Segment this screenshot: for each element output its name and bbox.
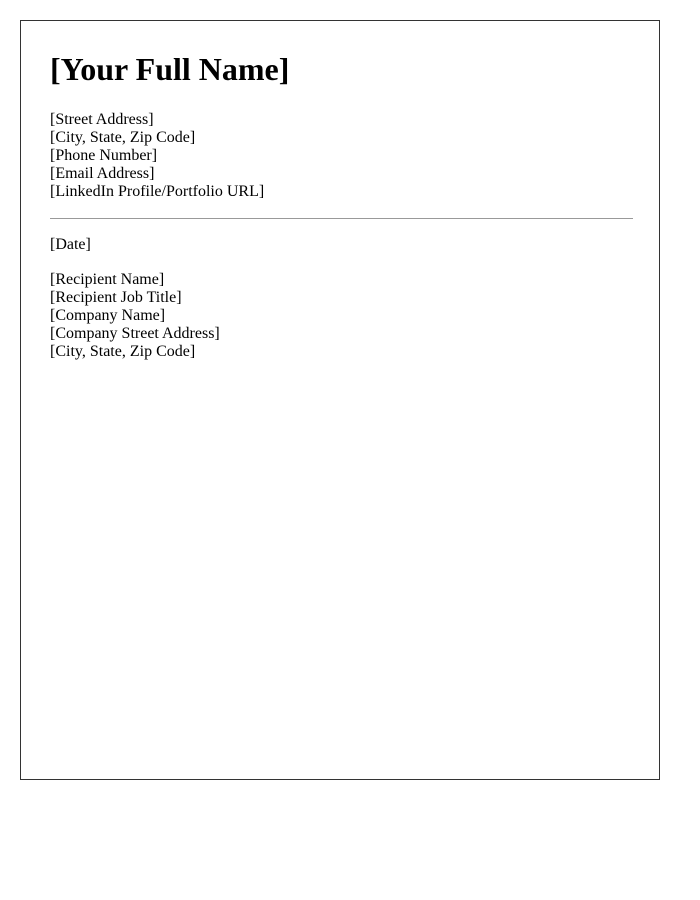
sender-city-state-zip: [City, State, Zip Code] (50, 129, 196, 146)
recipient-city-state-zip: [City, State, Zip Code] (50, 343, 196, 360)
recipient-street: [Company Street Address] (50, 325, 220, 342)
letter-content (50, 51, 633, 361)
recipient-name: [Recipient Name] (50, 271, 165, 288)
recipient-company: [Company Name] (50, 307, 166, 324)
sender-url: [LinkedIn Profile/Portfolio URL] (50, 183, 265, 200)
sender-contact-block (50, 111, 633, 201)
sender-street: [Street Address] (50, 111, 154, 128)
header-divider (50, 218, 633, 219)
letter-date: [Date] (50, 236, 91, 253)
recipient-block (50, 271, 633, 361)
recipient-job-title: [Recipient Job Title] (50, 289, 182, 306)
letter-page (20, 20, 660, 780)
date-block (50, 236, 633, 254)
sender-name: [Your Full Name] (50, 51, 290, 87)
sender-email: [Email Address] (50, 165, 155, 182)
sender-phone: [Phone Number] (50, 147, 158, 164)
